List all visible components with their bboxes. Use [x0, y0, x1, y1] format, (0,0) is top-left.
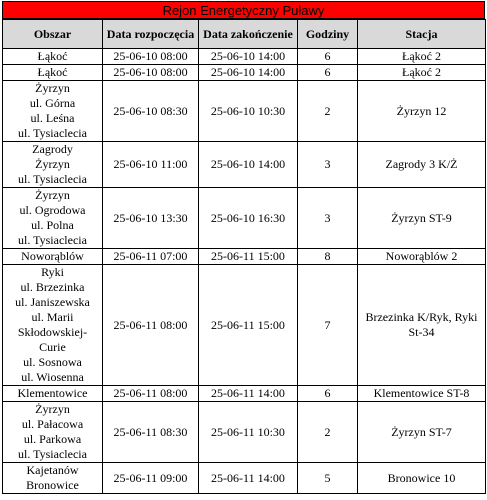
- cell-obszar: Zagrody Żyrzyn ul. Tysiaclecia: [3, 142, 103, 188]
- cell-end: 25-06-11 15:00: [199, 249, 298, 265]
- cell-godziny: 3: [298, 142, 358, 188]
- cell-start: 25-06-10 08:30: [103, 81, 199, 142]
- cell-obszar: Łąkoć: [3, 49, 103, 65]
- table-row: [3, 188, 486, 249]
- cell-stacja: Klementowice ST-8: [358, 386, 486, 402]
- cell-end: 25-06-10 14:00: [199, 65, 298, 81]
- header-obszar: Obszar: [3, 20, 103, 49]
- table-header-row: [3, 20, 486, 49]
- table-row: [3, 386, 486, 402]
- table-row: [3, 65, 486, 81]
- cell-stacja: Łąkoć 2: [358, 49, 486, 65]
- table-row: [3, 463, 486, 494]
- cell-stacja: Bronowice 10: [358, 463, 486, 494]
- cell-start: 25-06-11 08:00: [103, 386, 199, 402]
- cell-stacja: Łąkoć 2: [358, 65, 486, 81]
- cell-stacja: Brzezinka K/Ryk, Ryki St-34: [358, 265, 486, 386]
- cell-obszar: Łąkoć: [3, 65, 103, 81]
- cell-end: 25-06-10 16:30: [199, 188, 298, 249]
- header-data-zakonczenie: Data zakończenie: [199, 20, 298, 49]
- cell-obszar: Kajetanów Bronowice: [3, 463, 103, 494]
- cell-obszar: Żyrzyn ul. Górna ul. Leśna ul. Tysiaclecia: [3, 81, 103, 142]
- table-row: [3, 249, 486, 265]
- cell-stacja: Żyrzyn 12: [358, 81, 486, 142]
- cell-stacja: Żyrzyn ST-9: [358, 188, 486, 249]
- cell-start: 25-06-10 13:30: [103, 188, 199, 249]
- cell-obszar: Żyrzyn ul. Ogrodowa ul. Polna ul. Tysiaclecia: [3, 188, 103, 249]
- cell-start: 25-06-11 07:00: [103, 249, 199, 265]
- cell-obszar: Noworąblów: [3, 249, 103, 265]
- cell-end: 25-06-11 14:00: [199, 463, 298, 494]
- cell-godziny: 2: [298, 81, 358, 142]
- cell-end: 25-06-11 10:30: [199, 402, 298, 463]
- cell-end: 25-06-10 14:00: [199, 49, 298, 65]
- cell-obszar: Ryki ul. Brzezinka ul. Janiszewska ul. Marii Skłodowskiej- Curie ul. Sosnowa ul. Wiosenna: [3, 265, 103, 386]
- cell-godziny: 6: [298, 386, 358, 402]
- cell-end: 25-06-11 14:00: [199, 386, 298, 402]
- cell-godziny: 7: [298, 265, 358, 386]
- cell-start: 25-06-10 08:00: [103, 65, 199, 81]
- table-row: [3, 49, 486, 65]
- table-row: [3, 81, 486, 142]
- cell-start: 25-06-10 08:00: [103, 49, 199, 65]
- cell-stacja: Żyrzyn ST-7: [358, 402, 486, 463]
- table-row: [3, 402, 486, 463]
- region-title: Rejon Energetyczny Puławy: [2, 1, 485, 19]
- table-row: [3, 265, 486, 386]
- cell-obszar: Klementowice: [3, 386, 103, 402]
- cell-start: 25-06-11 08:00: [103, 265, 199, 386]
- cell-end: 25-06-11 15:00: [199, 265, 298, 386]
- cell-godziny: 6: [298, 49, 358, 65]
- cell-end: 25-06-10 14:00: [199, 142, 298, 188]
- cell-stacja: Noworąblów 2: [358, 249, 486, 265]
- header-godziny: Godziny: [298, 20, 358, 49]
- cell-obszar: Żyrzyn ul. Pałacowa ul. Parkowa ul. Tysiaclecia: [3, 402, 103, 463]
- cell-godziny: 6: [298, 65, 358, 81]
- table-row: [3, 142, 486, 188]
- outage-schedule: [2, 1, 485, 494]
- cell-start: 25-06-10 11:00: [103, 142, 199, 188]
- cell-godziny: 2: [298, 402, 358, 463]
- cell-start: 25-06-11 09:00: [103, 463, 199, 494]
- cell-godziny: 5: [298, 463, 358, 494]
- cell-end: 25-06-10 10:30: [199, 81, 298, 142]
- cell-godziny: 3: [298, 188, 358, 249]
- outage-table: [2, 19, 486, 494]
- header-data-rozpoczecia: Data rozpoczęcia: [103, 20, 199, 49]
- header-stacja: Stacja: [358, 20, 486, 49]
- cell-start: 25-06-11 08:30: [103, 402, 199, 463]
- cell-stacja: Zagrody 3 K/Ż: [358, 142, 486, 188]
- cell-godziny: 8: [298, 249, 358, 265]
